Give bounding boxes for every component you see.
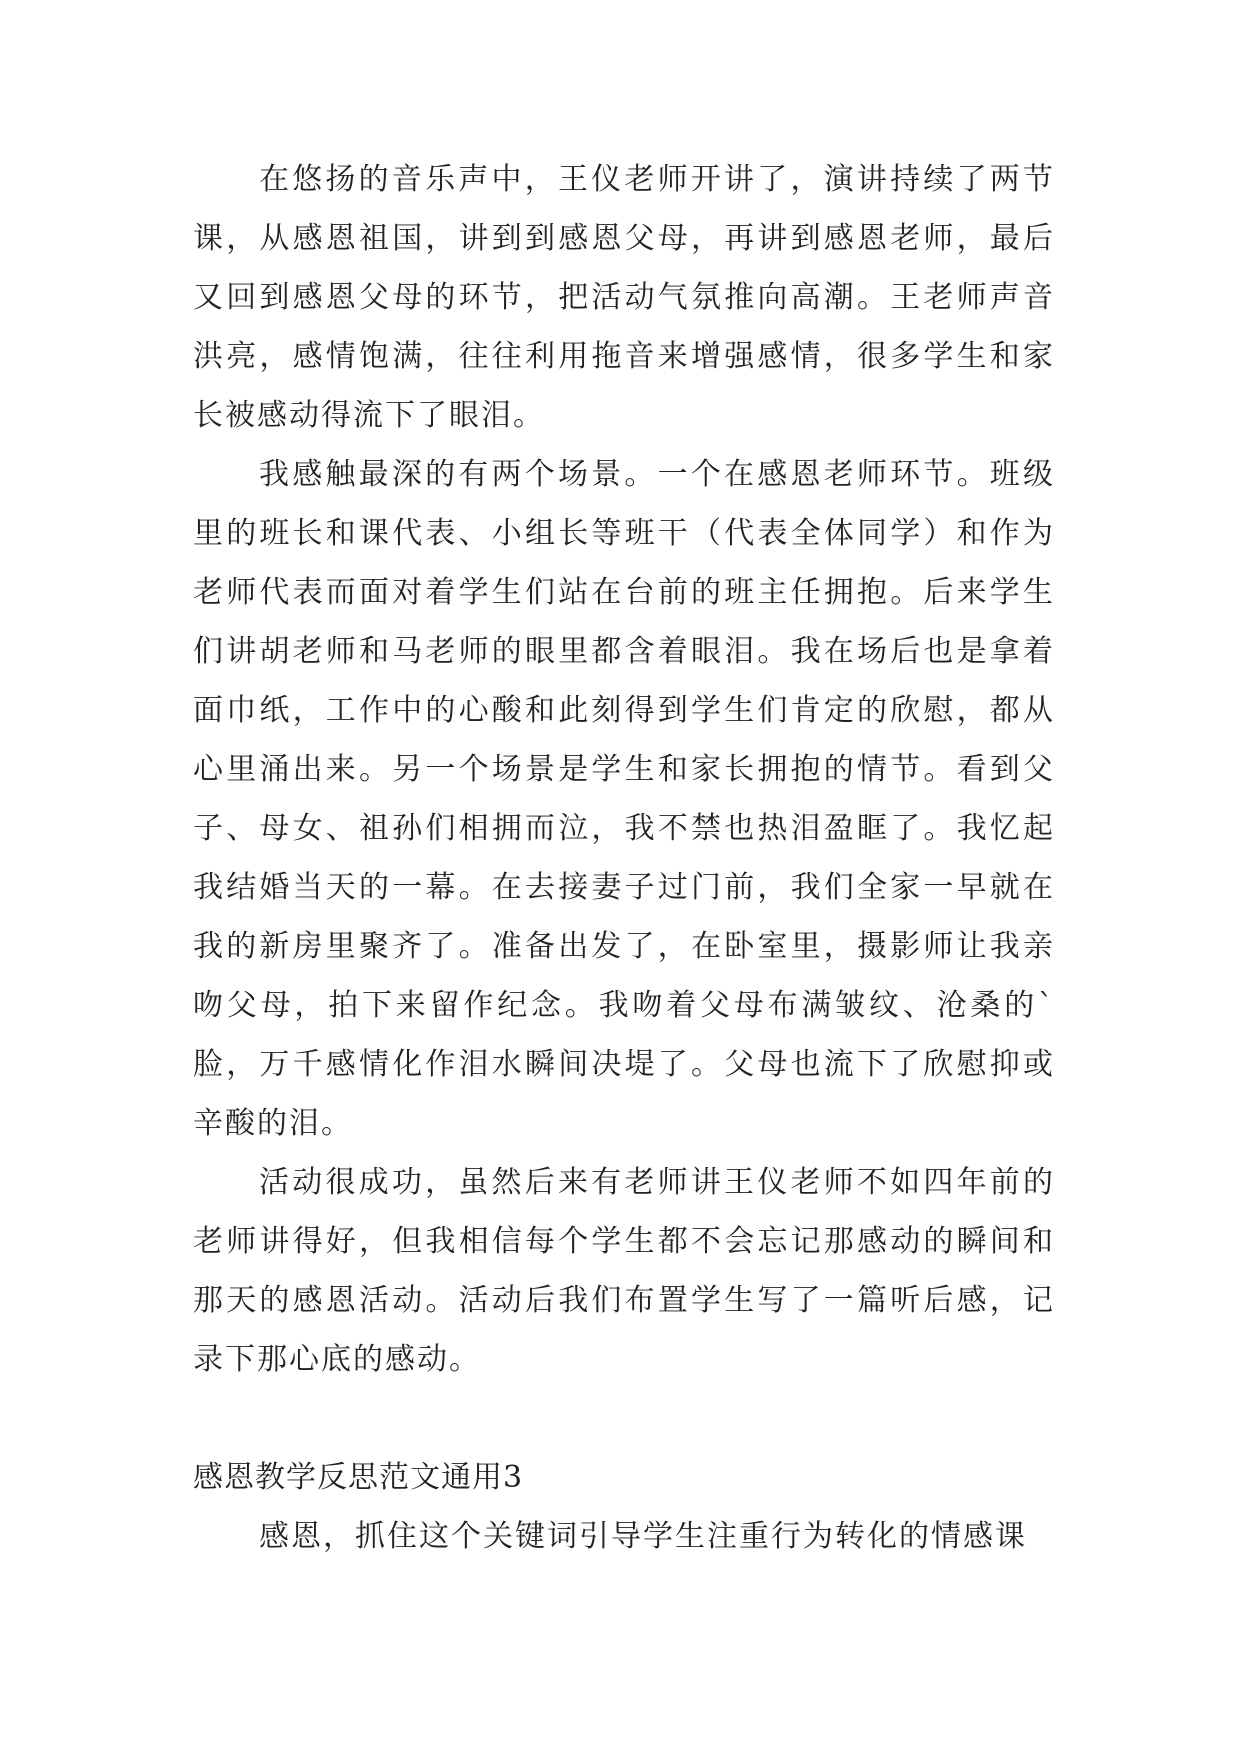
paragraph-lecture: 在悠扬的音乐声中，王仪老师开讲了，演讲持续了两节课，从感恩祖国，讲到到感恩父母，再讲到感恩老师，最后又回到感恩父母的环节，把活动气氛推向高潮。王老师声音洪亮，感情饱满，往往利用拖音来增强感情，很多学生和家长被感动得流下了眼泪。 (193, 162, 1055, 433)
section-heading: 感恩教学反思范文通用3 (193, 1460, 524, 1495)
document-body (193, 150, 1055, 1566)
paragraph-success: 活动很成功，虽然后来有老师讲王仪老师不如四年前的老师讲得好，但我相信每个学生都不会忘记那感动的瞬间和那天的感恩活动。活动后我们布置学生写了一篇听后感，记录下那心底的感动。 (193, 1165, 1055, 1377)
paragraph-scenes: 我感触最深的有两个场景。一个在感恩老师环节。班级里的班长和课代表、小组长等班干（代表全体同学）和作为老师代表而面对着学生们站在台前的班主任拥抱。后来学生们讲胡老师和马老师的眼里都含着眼泪。我在场后也是拿着面巾纸，工作中的心酸和此刻得到学生们肯定的欣慰，都从心里涌出来。另一个场景是学生和家长拥抱的情节。看到父子、母女、祖孙们相拥而泣，我不禁也热泪盈眶了。我忆起我结婚当天的一幕。在去接妻子过门前，我们全家一早就在我的新房里聚齐了。准备出发了，在卧室里，摄影师让我亲吻父母，拍下来留作纪念。我吻着父母布满皱纹、沧桑的`脸，万千感情化作泪水瞬间决堤了。父母也流下了欣慰抑或辛酸的泪。 (193, 457, 1055, 1141)
paragraph-gratitude: 感恩，抓住这个关键词引导学生注重行为转化的情感课 (259, 1519, 1027, 1554)
